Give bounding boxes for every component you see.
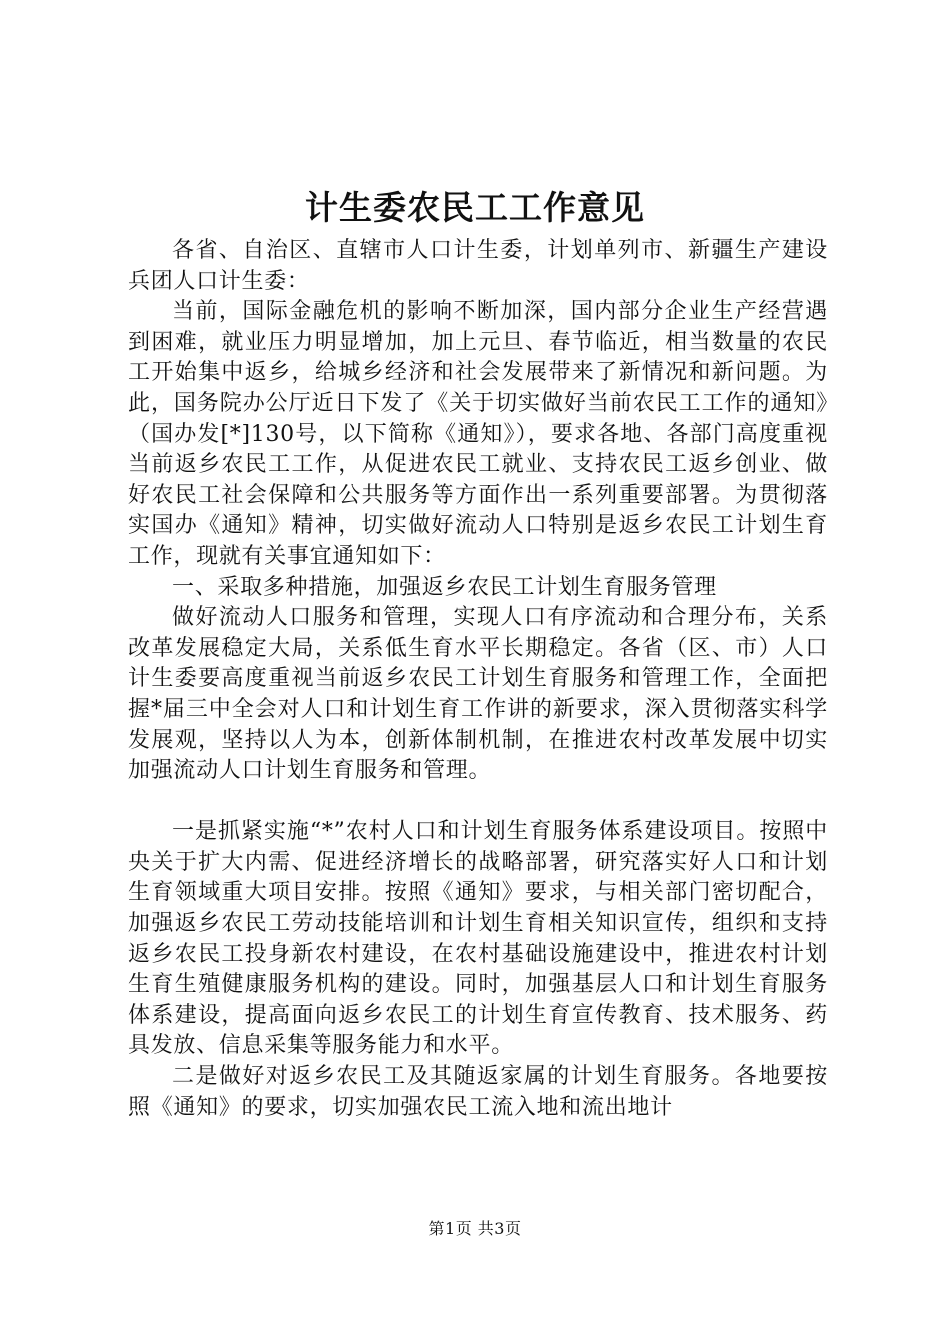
page-number-footer: 第1页 共3页: [428, 1219, 522, 1238]
body-paragraph: 当前，国际金融危机的影响不断加深，国内部分企业生产经营遇到困难，就业压力明显增加，加上元旦、春节临近，相当数量的农民工开始集中返乡，给城乡经济和社会发展带来了新情况和新问题。为此，国务院办公厅近日下发了《关于切实做好当前农民工工作的通知》（国办发[*]130号，以下简称《通知》），要求各地、各部门高度重视当前返乡农民工工作，从促进农民工就业、支持农民工返乡创业、做好农民工社会保障和公共服务等方面作出一系列重要部署。为贯彻落实国办《通知》精神，切实做好流动人口特别是返乡农民工计划生育工作，现就有关事宜通知如下：: [128, 299, 828, 569]
document-title: 计生委农民工工作意见: [305, 188, 645, 227]
salutation-paragraph: 各省、自治区、直辖市人口计生委，计划单列市、新疆生产建设兵团人口计生委：: [128, 238, 828, 294]
body-paragraph: 做好流动人口服务和管理，实现人口有序流动和合理分布，关系改革发展稳定大局，关系低生育水平长期稳定。各省（区、市）人口计生委要高度重视当前返乡农民工计划生育服务和管理工作，全面把握*届三中全会对人口和计划生育工作讲的新要求，深入贯彻落实科学发展观，坚持以人为本，创新体制机制，在推进农村改革发展中切实加强流动人口计划生育服务和管理。: [128, 605, 828, 784]
section-heading: 一、采取多种措施，加强返乡农民工计划生育服务管理: [172, 574, 717, 600]
document-body: [128, 236, 828, 1123]
body-paragraph: 一是抓紧实施“*”农村人口和计划生育服务体系建设项目。按照中央关于扩大内需、促进经济增长的战略部署，研究落实好人口和计划生育领域重大项目安排。按照《通知》要求，与相关部门密切配合，加强返乡农民工劳动技能培训和计划生育相关知识宣传，组织和支持返乡农民工投身新农村建设，在农村基础设施建设中，推进农村计划生育生殖健康服务机构的建设。同时，加强基层人口和计划生育服务体系建设，提高面向返乡农民工的计划生育宣传教育、技术服务、药具发放、信息采集等服务能力和水平。: [128, 819, 828, 1059]
body-paragraph: 二是做好对返乡农民工及其随返家属的计划生育服务。各地要按照《通知》的要求，切实加强农民工流入地和流出地计: [128, 1064, 828, 1120]
